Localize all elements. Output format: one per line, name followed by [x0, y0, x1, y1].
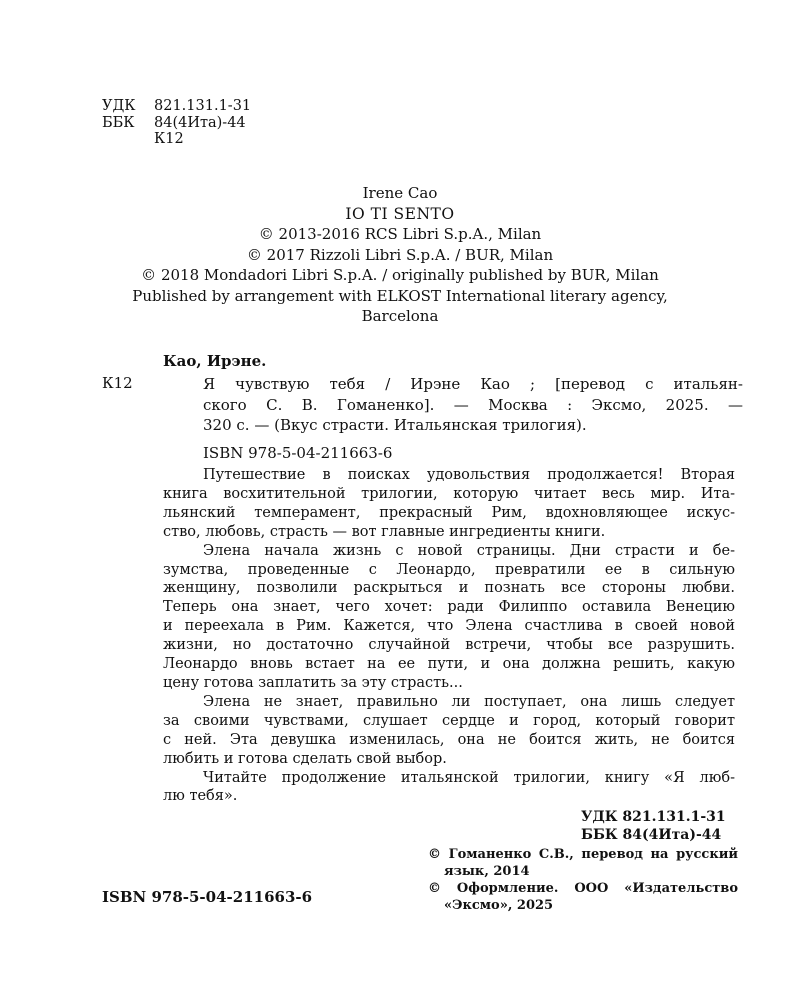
udk-value: 821.131.1-31: [154, 98, 252, 114]
annotation-line: льянский темперамент, прекрасный Рим, вдохновляющее искус-: [163, 504, 735, 521]
bibliographic-isbn: ISBN 978-5-04-211663-6: [203, 444, 393, 462]
annotation-line: женщину, позволили раскрыться и познать все стороны любви.: [163, 580, 735, 597]
annotation-line: за своими чувствами, слушает сердце и город, который говорит: [163, 712, 735, 729]
annotation-line: зумства, проведенные с Леонардо, превратили ее в сильную: [163, 561, 735, 578]
annotation-line: Теперь она знает, чего хочет: ради Филиппо оставила Венецию: [163, 599, 735, 616]
annotation-line: лю тебя».: [163, 788, 238, 805]
bibliographic-line: 320 с. — (Вкус страсти. Итальянская трилогия).: [203, 416, 587, 434]
classification-codes: [102, 98, 251, 148]
bibliographic-line: Я чувствую тебя / Ирэне Као ; [перевод с итальян-: [203, 375, 743, 393]
bibliographic-sign: К12: [102, 374, 133, 392]
annotation: [163, 466, 735, 806]
udk-label: УДК: [102, 98, 136, 114]
bibliographic-author-heading: Као, Ирэне.: [163, 352, 267, 370]
annotation-line: любить и готова сделать свой выбор.: [163, 750, 447, 767]
bibliographic-line: ского С. В. Гоманенко]. — Москва : Эксмо, 2025. —: [203, 395, 743, 414]
annotation-line: Читайте продолжение итальянской трилогии, книгу «Я люб-: [203, 769, 735, 786]
author-sign-row: [102, 131, 251, 148]
bottom-udk: УДК 821.131.1-31: [581, 809, 726, 825]
original-line: © 2013-2016 RCS Libri S.p.A., Milan: [258, 225, 542, 243]
annotation-line: жизни, но достаточно случайной встречи, чтобы все разрушить.: [163, 637, 735, 654]
original-title: IO TI SENTO: [345, 204, 455, 223]
bibliographic-description: [203, 374, 743, 436]
original-line: © 2018 Mondadori Libri S.p.A. / originally published by BUR, Milan: [141, 266, 659, 284]
bottom-classification-codes: [581, 808, 726, 844]
annotation-line: и переехала в Рим. Кажется, что Элена счастлива в своей новой: [163, 618, 735, 635]
annotation-line: Элена не знает, правильно ли поступает, она лишь следует: [203, 693, 735, 710]
original-edition-block: [0, 183, 800, 327]
copyright-block: [428, 846, 738, 914]
annotation-line: с ней. Эта девушка изменилась, она не боится жить, не боится: [163, 731, 735, 748]
bottom-bbk: ББК 84(4Ита)-44: [581, 827, 722, 843]
author-sign: К12: [154, 131, 184, 147]
copyright-line: © Гоманенко С.В., перевод на русский: [428, 847, 738, 862]
original-author: Irene Cao: [362, 184, 438, 202]
original-line: Barcelona: [361, 307, 439, 325]
annotation-line: Элена начала жизнь с новой страницы. Дни страсти и бе-: [203, 542, 735, 559]
copyright-line: «Эксмо», 2025: [444, 898, 554, 913]
bbk-label: ББК: [102, 114, 135, 131]
original-line: © 2017 Rizzoli Libri S.p.A. / BUR, Milan: [246, 245, 554, 264]
copyright-line: язык, 2014: [444, 864, 530, 879]
copyright-line: © Оформление. ООО «Издательство: [428, 881, 738, 896]
udk-row: [102, 98, 251, 115]
bbk-value: 84(4Ита)-44: [154, 114, 246, 131]
annotation-line: Путешествие в поисках удовольствия продолжается! Вторая: [203, 467, 735, 483]
original-line: Published by arrangement with ELKOST International literary agency,: [132, 286, 668, 305]
annotation-line: Леонардо вновь встает на ее пути, и она должна решить, какую: [163, 656, 735, 673]
annotation-line: книга восхитительной трилогии, которую читает весь мир. Ита-: [163, 485, 735, 502]
annotation-line: цену готова заплатить за эту страсть...: [163, 674, 463, 691]
bbk-row: [102, 115, 251, 132]
annotation-line: ство, любовь, страсть — вот главные ингредиенты книги.: [163, 523, 606, 540]
bottom-isbn: ISBN 978-5-04-211663-6: [102, 888, 313, 906]
